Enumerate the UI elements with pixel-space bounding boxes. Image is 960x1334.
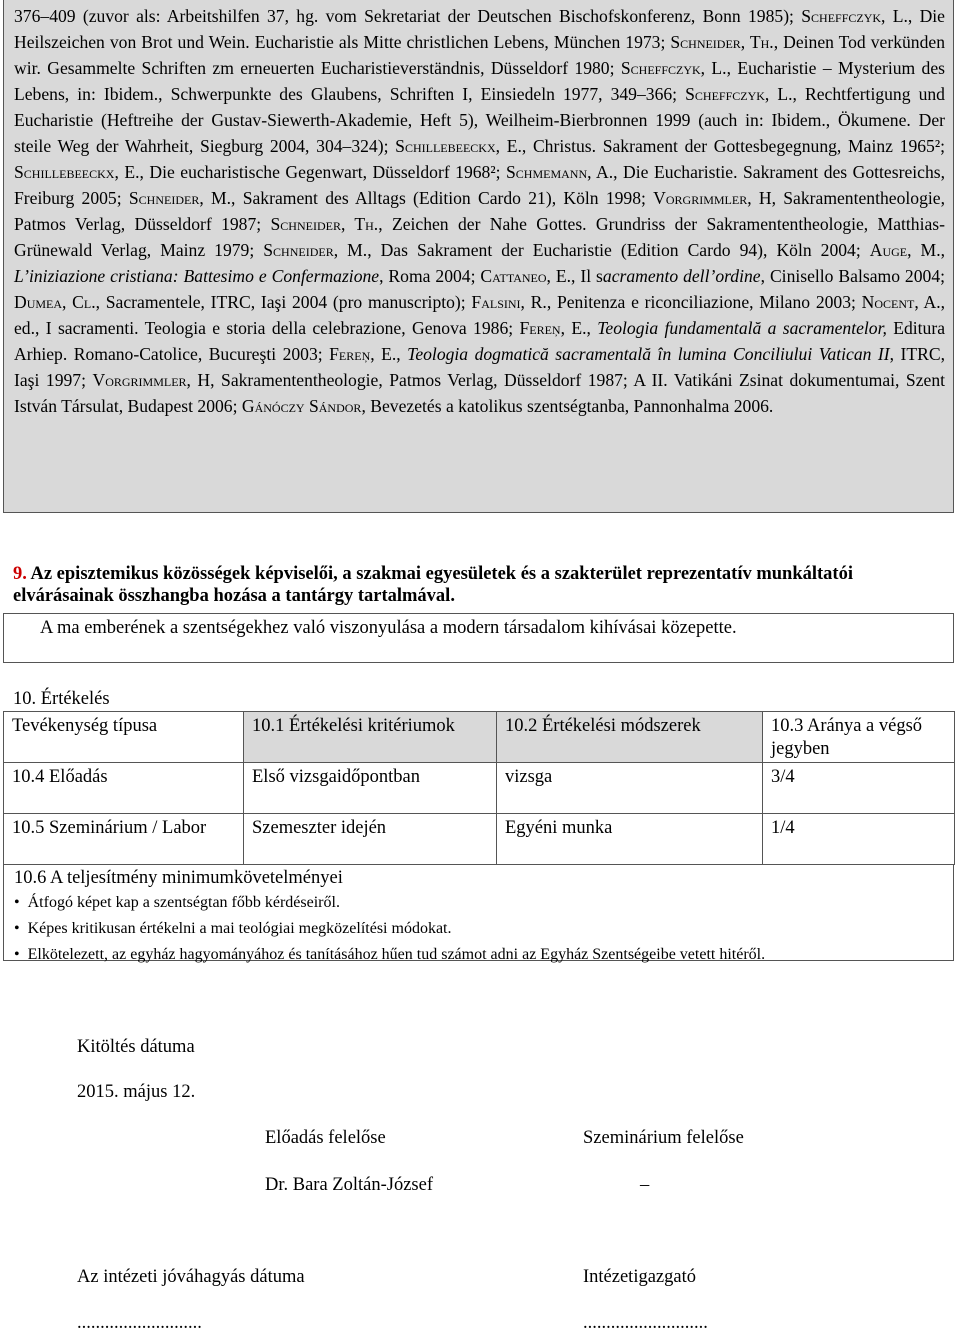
table-header-row <box>4 712 955 763</box>
author-name: Cattaneo, E. <box>480 266 572 286</box>
lecture-responsible-name: Dr. Bara Zoltán-József <box>265 1175 433 1195</box>
section-9-content-box <box>3 613 954 663</box>
list-item: • Képes kritikusan értékelni a mai teológiai megközelítési módokat. <box>14 916 953 942</box>
author-name: Scheffczyk, L. <box>620 58 727 78</box>
author-name: Fereņ, E. <box>329 344 397 364</box>
header-cell: Tevékenység típusa <box>4 712 244 763</box>
approval-date-placeholder: ........................... <box>77 1313 202 1333</box>
section-9-heading <box>13 563 933 607</box>
biblio-text: , Sakrament des Alltags (Edition Cardo 21), Köln 1998; <box>231 188 654 208</box>
biblio-text: , Die Eucharistie. Sakrament des Gottesreichs, Freiburg 2005; <box>14 162 945 208</box>
author-name: Schmemann, A. <box>506 162 614 182</box>
requirements-list <box>14 890 953 968</box>
header-cell: 10.1 Értékelési kritériumok <box>244 712 497 763</box>
author-name: Auge, M. <box>869 240 941 260</box>
table-cell: 3/4 <box>763 763 955 814</box>
author-name: Schillebeeckx, E. <box>395 136 522 156</box>
biblio-text: , Bevezetés a katolikus szentségtanba, Pannonhalma 2006. <box>361 396 774 416</box>
book-title: Teologia fundamentală a sacramentelor, <box>597 318 887 338</box>
author-name: Falsini, R. <box>471 292 547 312</box>
biblio-text: , Roma 2004; <box>379 266 481 286</box>
biblio-text: , Sakramententheologie, Patmos Verlag, Düsseldorf 1987; A II. Vatikáni Zsinat dokumentumai, Szent István Társulat, Budapest 2006; <box>14 370 946 416</box>
bibliography-box <box>3 0 954 513</box>
table-cell: Első vizsgaidőpontban <box>244 763 497 814</box>
table-cell: 10.5 Szeminárium / Labor <box>4 814 244 865</box>
section-10-heading: 10. Értékelés <box>13 689 110 709</box>
completion-date-label: Kitöltés dátuma <box>77 1037 195 1057</box>
biblio-text: , Die eucharistische Gegenwart, Düsseldorf 1968²; <box>139 162 507 182</box>
biblio-text: , Eucharistie – Mysterium des Lebens, in: Ibidem., Schwerpunkte des Glaubens, Schriften I, Einsiedeln 1977, 349–366; <box>14 58 945 104</box>
author-name: Schneider, Th. <box>270 214 379 234</box>
header-cell: 10.3 Aránya a végső jegyben <box>763 712 955 763</box>
table-cell: Egyéni munka <box>497 814 763 865</box>
biblio-text: , <box>940 240 945 260</box>
list-item: • Átfogó képet kap a szentségtan főbb kérdéseiről. <box>14 890 953 916</box>
biblio-text: , Rechtfertigung und Eucharistie (Heftreihe der Gustav-Siewerth-Akademie, Heft 5), Weilheim-Bierbronnen 1999 (auch in: Ibidem., Ökumene. Der steile Weg der Wahrheit, Siegburg 2004, 304–324); <box>14 84 945 156</box>
seminar-responsible-name: – <box>640 1175 650 1195</box>
biblio-text: , <box>586 318 598 338</box>
biblio-text: , ed., I sacramenti. Teologia e storia della celebrazione, Genova 1986; <box>14 292 946 338</box>
section-9-number: 9. <box>13 564 27 584</box>
requirements-title: 10.6 A teljesítmény minimumkövetelményei <box>14 868 343 888</box>
book-title: L’iniziazione cristiana: Battesimo e Confermazione <box>14 266 380 286</box>
author-name: Scheffczyk, L. <box>801 6 908 26</box>
header-cell: 10.2 Értékelési módszerek <box>497 712 763 763</box>
author-name: Schillebeeckx, E. <box>14 162 140 182</box>
biblio-text: , ITRC, Iaşi 1997; <box>14 344 945 390</box>
author-name: Schneider, Th. <box>670 32 774 52</box>
book-title: Teologia dogmatică sacramentală în lumina Conciliului Vatican II <box>407 344 890 364</box>
lecture-responsible-label: Előadás felelőse <box>265 1128 386 1148</box>
table-cell: vizsga <box>497 763 763 814</box>
author-name: Scheffczyk, L. <box>685 84 793 104</box>
biblio-text: , Die Heilszeichen von Brot und Wein. Eucharistie als Mitte christlichen Lebens, München 1973; <box>14 6 945 52</box>
author-name: Vorgrimmler, H <box>653 188 772 208</box>
biblio-text: , Sakramententheologie, Patmos Verlag, Düsseldorf 1987; <box>14 188 945 234</box>
author-name: Fereņ, E. <box>519 318 587 338</box>
biblio-text: 376–409 (zuvor als: Arbeitshilfen 37, hg. vom Sekretariat der Deutschen Bischofskonferenz, Bonn 1985); <box>14 6 802 26</box>
biblio-text: , Das Sakrament der Eucharistie (Edition Cardo 94), Köln 2004; <box>367 240 870 260</box>
biblio-text: , Cinisello Balsamo 2004; <box>760 266 946 286</box>
biblio-text: , <box>396 344 408 364</box>
author-name: Schneider, M. <box>128 188 232 208</box>
biblio-text: , Sacramentele, ITRC, Iaşi 2004 (pro manuscripto); <box>95 292 472 312</box>
approval-date-label: Az intézeti jóváhagyás dátuma <box>77 1267 305 1287</box>
author-name: Dumea, Cl. <box>14 292 96 312</box>
author-name: Vorgrimmler, H <box>92 370 211 390</box>
table-row <box>4 814 955 865</box>
biblio-text: , Il s <box>571 266 603 286</box>
biblio-text: , Zeichen der Nahe Gottes. Grundriss der Sakramententheologie, Matthias-Grünewald Verlag, Mainz 1979; <box>14 214 945 260</box>
section-9-text: A ma emberének a szentségekhez való viszonyulása a modern társadalom kihívásai közepette. <box>40 618 737 638</box>
completion-date-value: 2015. május 12. <box>77 1082 196 1102</box>
biblio-text: , Deinen Tod verkünden wir. Gesammelte Schriften zm erneuerten Eucharistieverständnis, Düsseldorf 1980; <box>14 32 945 78</box>
seminar-responsible-label: Szeminárium felelőse <box>583 1128 744 1148</box>
table-cell: 10.4 Előadás <box>4 763 244 814</box>
director-label: Intézetigazgató <box>583 1267 696 1287</box>
requirements-box <box>3 864 954 961</box>
author-name: Nocent, A. <box>861 292 941 312</box>
evaluation-table <box>3 711 955 865</box>
list-item: • Elkötelezett, az egyház hagyományához és tanításához hűen tud számot adni az Egyház Szentségeibe vetett hitéről. <box>14 942 953 968</box>
biblio-text: , Christus. Sakrament der Gottesbegegnung, Mainz 1965²; <box>521 136 945 156</box>
table-cell: Szemeszter idején <box>244 814 497 865</box>
author-name: Gánóczy Sándor <box>241 396 362 416</box>
biblio-text: , Penitenza e riconciliazione, Milano 2003; <box>546 292 862 312</box>
biblio-text: Editura Arhiep. Romano-Catolice, Bucureşti 2003; <box>14 318 946 364</box>
book-title: acramento dell’ordine <box>602 266 761 286</box>
section-9-title: Az episztemikus közösségek képviselői, a szakmai egyesületek és a szakterület reprezentatív munkáltatói elvárásainak összhangba hozása a tantárgy tartalmával. <box>13 564 853 606</box>
director-signature-placeholder: ........................... <box>583 1313 708 1333</box>
table-cell: 1/4 <box>763 814 955 865</box>
table-row <box>4 763 955 814</box>
author-name: Schneider, M. <box>263 240 368 260</box>
